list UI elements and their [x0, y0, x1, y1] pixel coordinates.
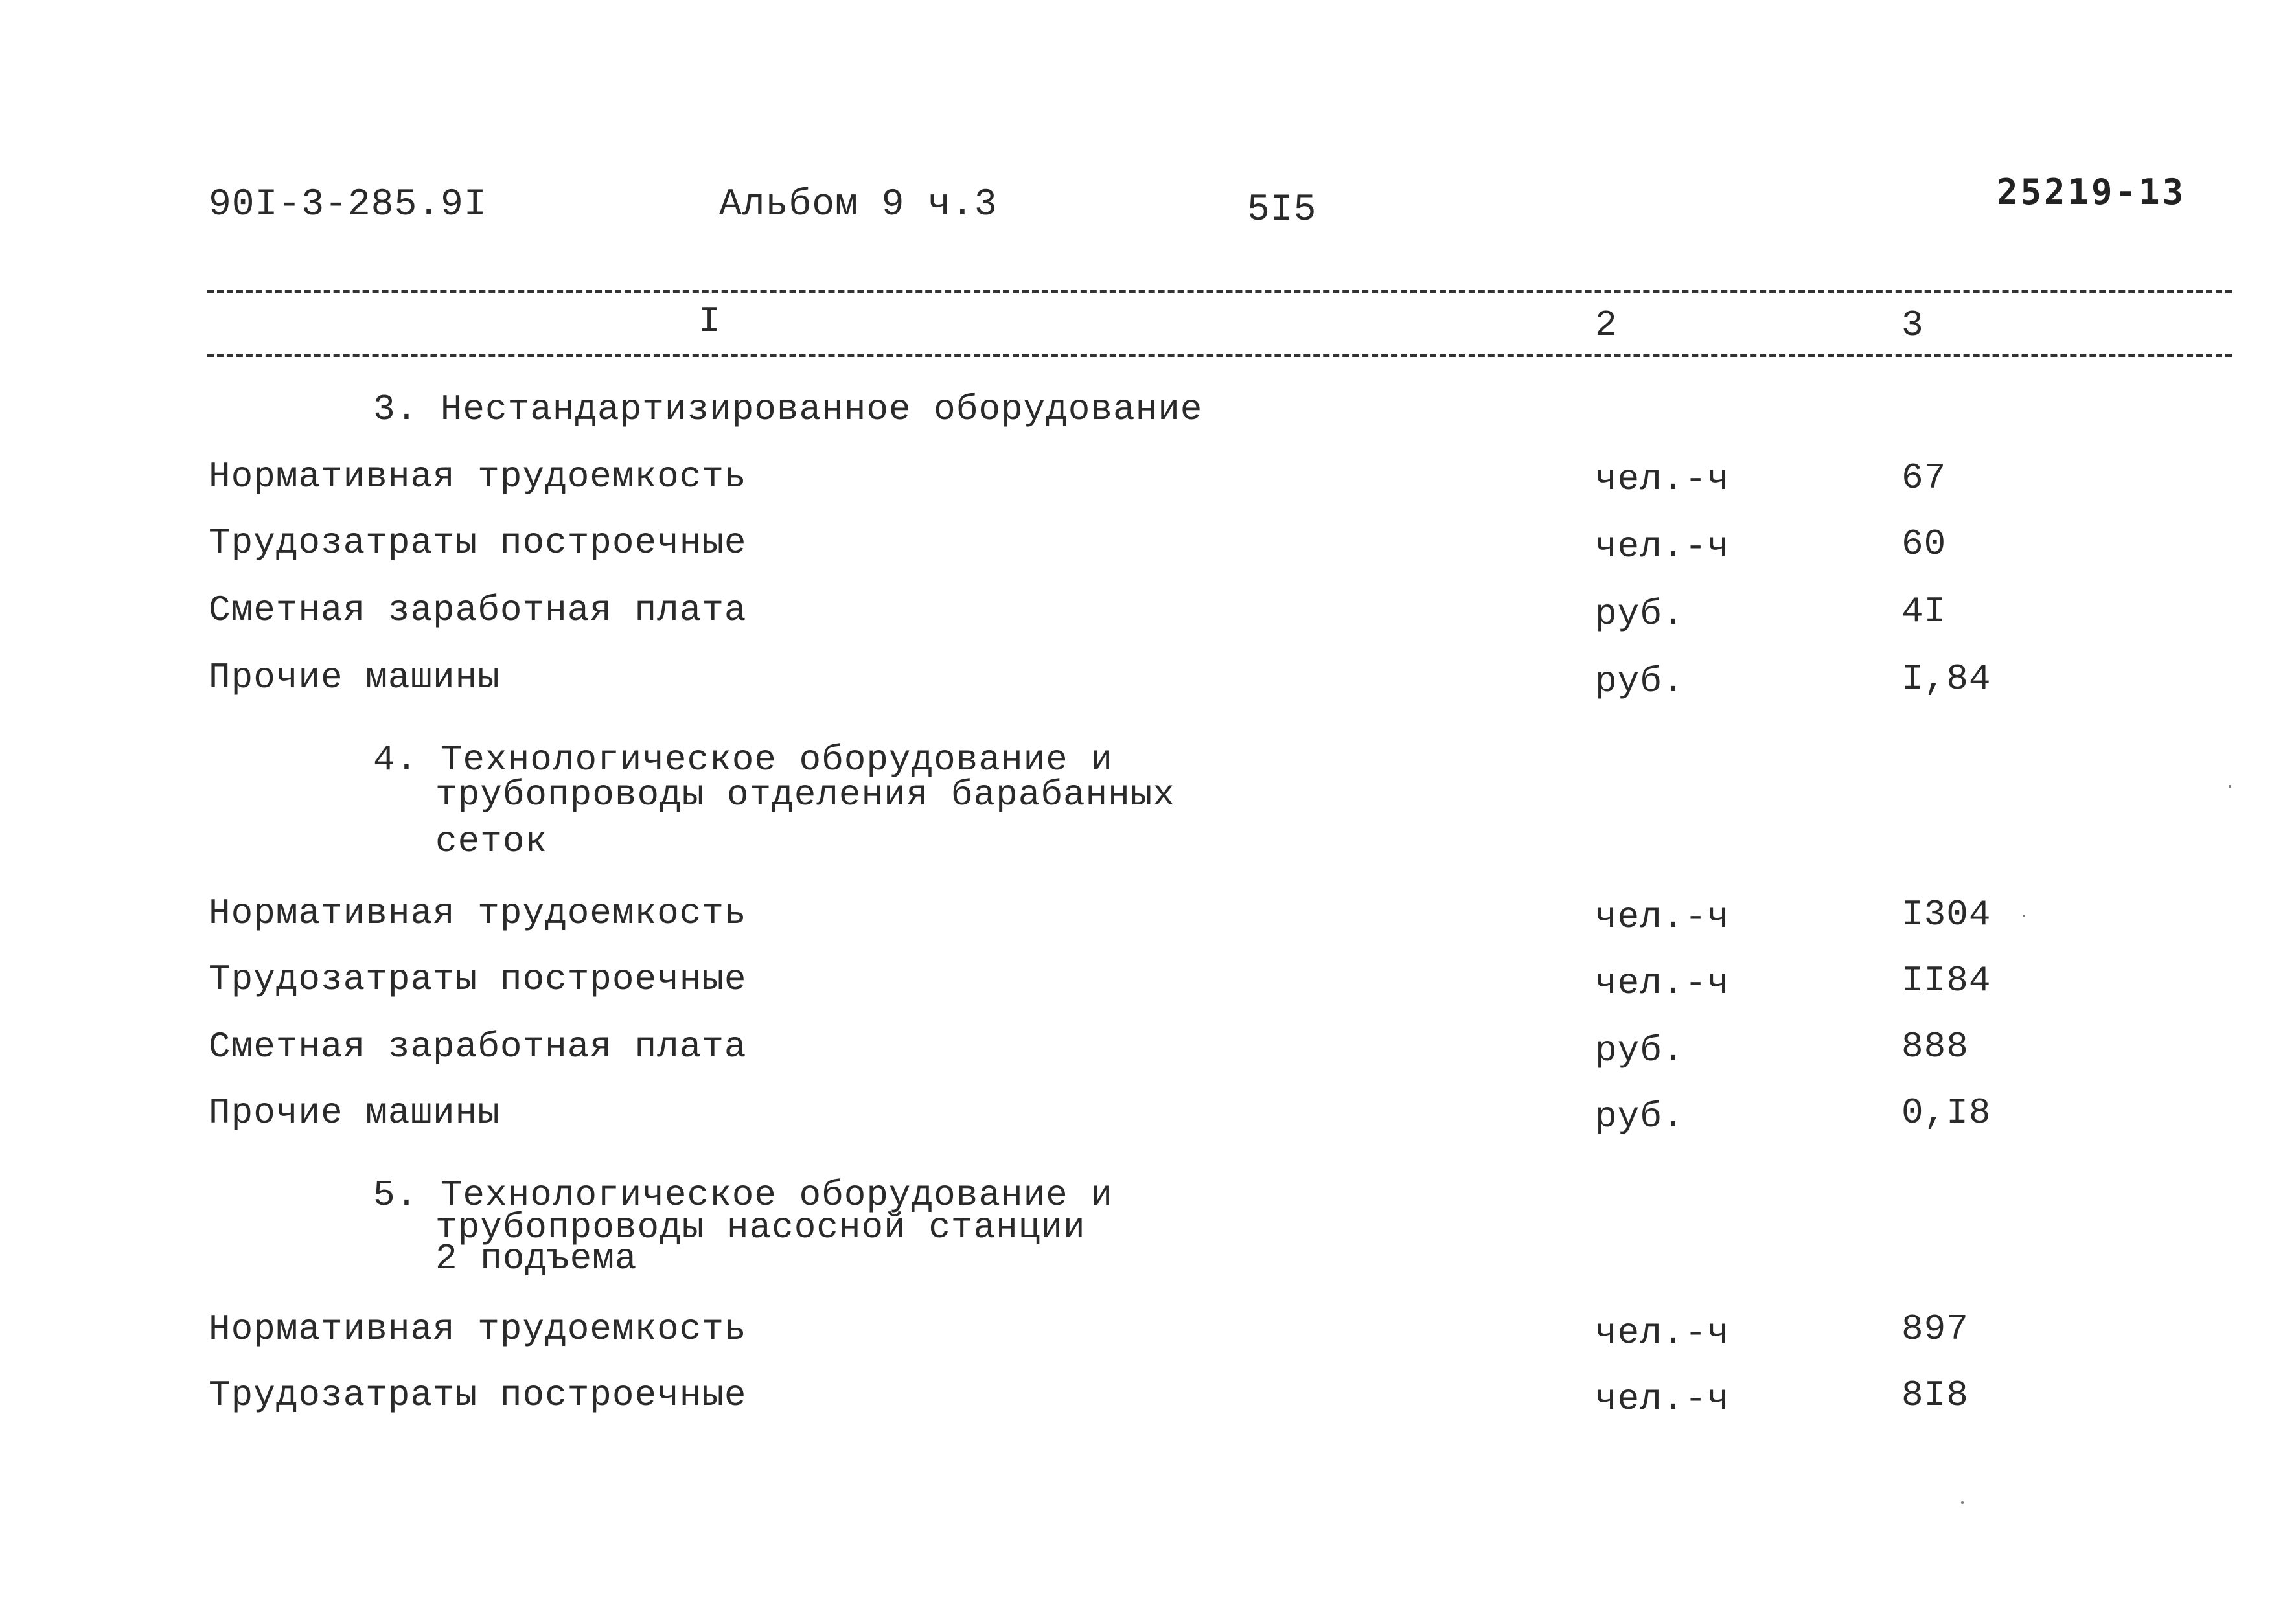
row-name: Трудозатраты построечные: [209, 522, 747, 564]
column-header-3: 3: [1901, 304, 1924, 346]
section-title-line: трубопроводы отделения барабанных: [435, 774, 1175, 815]
row-unit: руб.: [1595, 1096, 1685, 1137]
row-name: Сметная заработная плата: [209, 1026, 747, 1067]
section-title-line: 2 подъема: [435, 1238, 637, 1279]
section-title-line: трубопроводы насосной станции: [435, 1207, 1086, 1248]
row-name: Нормативная трудоемкость: [209, 1308, 747, 1350]
section-title-line: сеток: [435, 821, 548, 862]
scan-speck: [2023, 915, 2025, 917]
table-header-rule: [207, 354, 2232, 357]
row-name: Сметная заработная плата: [209, 589, 747, 631]
document-stamp: 25219-13: [1997, 172, 2187, 212]
album-label: Альбом 9 ч.3: [719, 184, 998, 226]
row-name: Прочие машины: [209, 1092, 500, 1134]
row-value: 897: [1901, 1308, 1969, 1350]
row-name: Нормативная трудоемкость: [209, 456, 747, 497]
row-value: 60: [1901, 523, 1947, 565]
row-value: I304: [1901, 894, 1992, 935]
row-name: Трудозатраты построечные: [209, 959, 747, 1000]
row-unit: руб.: [1595, 661, 1685, 702]
row-value: 888: [1901, 1026, 1969, 1067]
row-value: 67: [1901, 457, 1947, 499]
section-title-line: 5. Технологическое оборудование и: [373, 1174, 1113, 1216]
table-top-rule: [207, 290, 2232, 293]
section-title-line: 4. Технологическое оборудование и: [373, 739, 1113, 781]
section-title: 3. Нестандартизированное оборудование: [373, 389, 1203, 430]
document-code: 90I-3-285.9I: [209, 184, 487, 226]
row-unit: чел.-ч: [1595, 1378, 1730, 1420]
row-unit: чел.-ч: [1595, 1312, 1730, 1354]
row-value: 8I8: [1901, 1374, 1969, 1416]
row-unit: чел.-ч: [1595, 526, 1730, 567]
row-value: II84: [1901, 960, 1992, 1001]
scan-speck: [2229, 785, 2231, 788]
row-unit: чел.-ч: [1595, 896, 1730, 938]
row-value: I,84: [1901, 658, 1992, 700]
row-unit: чел.-ч: [1595, 963, 1730, 1004]
row-name: Прочие машины: [209, 657, 500, 698]
column-header-1: I: [698, 301, 721, 342]
row-name: Нормативная трудоемкость: [209, 893, 747, 934]
row-name: Трудозатраты построечные: [209, 1374, 747, 1416]
row-value: 4I: [1901, 591, 1947, 632]
column-header-2: 2: [1595, 304, 1618, 346]
row-unit: руб.: [1595, 1030, 1685, 1071]
page-number: 5I5: [1247, 189, 1317, 231]
row-unit: чел.-ч: [1595, 459, 1730, 500]
row-value: 0,I8: [1901, 1092, 1992, 1134]
row-unit: руб.: [1595, 593, 1685, 635]
scan-speck: [1961, 1501, 1964, 1504]
